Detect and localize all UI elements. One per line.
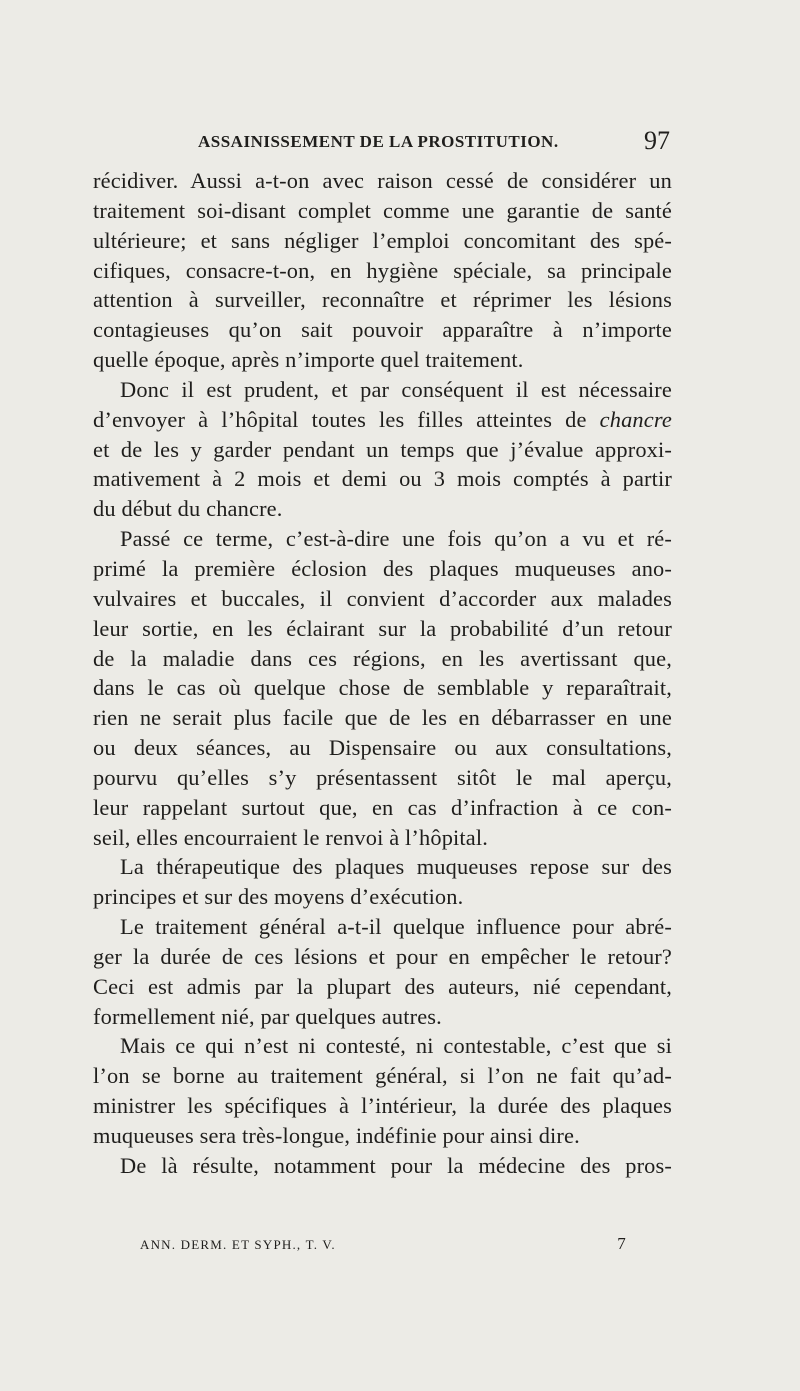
text-line: vulvaires et buccales, il convient d’accorder aux malades [93, 585, 672, 611]
text-line: Passé ce terme, c’est-à-dire une fois qu’on a vu et ré- [120, 526, 672, 552]
page-footer [140, 1234, 627, 1261]
text-line: leur rappelant surtout que, en cas d’infraction à ce con- [93, 794, 672, 820]
page-number: 97 [644, 126, 670, 155]
text-line: De là résulte, notamment pour la médecine des pros- [120, 1152, 672, 1178]
text-line: primé la première éclosion des plaques muqueuses ano- [93, 555, 672, 581]
italic-term: chancre [599, 406, 672, 432]
text-line: leur sortie, en les éclairant sur la probabilité d’un retour [93, 615, 672, 641]
text-line: pourvu qu’elles s’y présentassent sitôt le mal aperçu, [93, 764, 672, 790]
text-line: contagieuses qu’on sait pouvoir apparaître à n’importe [93, 317, 672, 343]
text-line: principes et sur des moyens d’exécution. [93, 884, 464, 910]
text-line: attention à surveiller, reconnaître et réprimer les lésions [93, 287, 672, 313]
footer-signature: ANN. DERM. ET SYPH., T. V. [140, 1237, 336, 1252]
text-line: ultérieure; et sans négliger l’emploi concomitant des spé- [93, 227, 672, 253]
text-line: ou deux séances, au Dispensaire ou aux consultations, [93, 735, 672, 761]
text-line: l’on se borne au traitement général, si l’on ne fait qu’ad- [93, 1063, 672, 1089]
text-line: La thérapeutique des plaques muqueuses repose sur des [120, 854, 672, 880]
text-line: d’envoyer à l’hôpital toutes les filles atteintes de chancre [93, 406, 672, 432]
text-line: rien ne serait plus facile que de les en débarrasser en une [93, 705, 672, 731]
text-line: Le traitement général a-t-il quelque influence pour abré- [120, 914, 672, 940]
text-line: traitement soi-disant complet comme une garantie de santé [93, 197, 672, 223]
text-line: cifiques, consacre-t-on, en hygiène spéciale, sa principale [93, 257, 672, 283]
text-line: Donc il est prudent, et par conséquent il est nécessaire [120, 376, 672, 402]
text-line: quelle époque, après n’importe quel traitement. [93, 347, 524, 373]
text-line: Mais ce qui n’est ni contesté, ni contestable, c’est que si [120, 1033, 672, 1059]
sheet-number: 7 [617, 1234, 627, 1253]
text-line: récidiver. Aussi a-t-on avec raison cessé de considérer un [93, 168, 672, 193]
page-header [198, 128, 670, 160]
text-line: formellement nié, par quelques autres. [93, 1003, 442, 1029]
text-line: muqueuses sera très-longue, indéfinie pour ainsi dire. [93, 1123, 580, 1148]
text-line: et de les y garder pendant un temps que j’évalue approxi- [93, 436, 672, 462]
text-line: dans le cas où quelque chose de semblable y reparaîtrait, [93, 675, 672, 701]
text-line: ministrer les spécifiques à l’intérieur, la durée des plaques [93, 1093, 672, 1119]
text-line: de la maladie dans ces régions, en les avertissant que, [93, 645, 672, 671]
text-line: seil, elles encourraient le renvoi à l’hôpital. [93, 824, 489, 850]
text-line: ger la durée de ces lésions et pour en empêcher le retour? [93, 943, 672, 969]
text-line: du début du chancre. [93, 496, 283, 522]
body-text [93, 166, 672, 1181]
text-line: mativement à 2 mois et demi ou 3 mois comptés à partir [93, 466, 672, 492]
text-line: Ceci est admis par la plupart des auteurs, nié cependant, [93, 973, 672, 999]
running-title: ASSAINISSEMENT DE LA PROSTITUTION. [198, 132, 559, 151]
